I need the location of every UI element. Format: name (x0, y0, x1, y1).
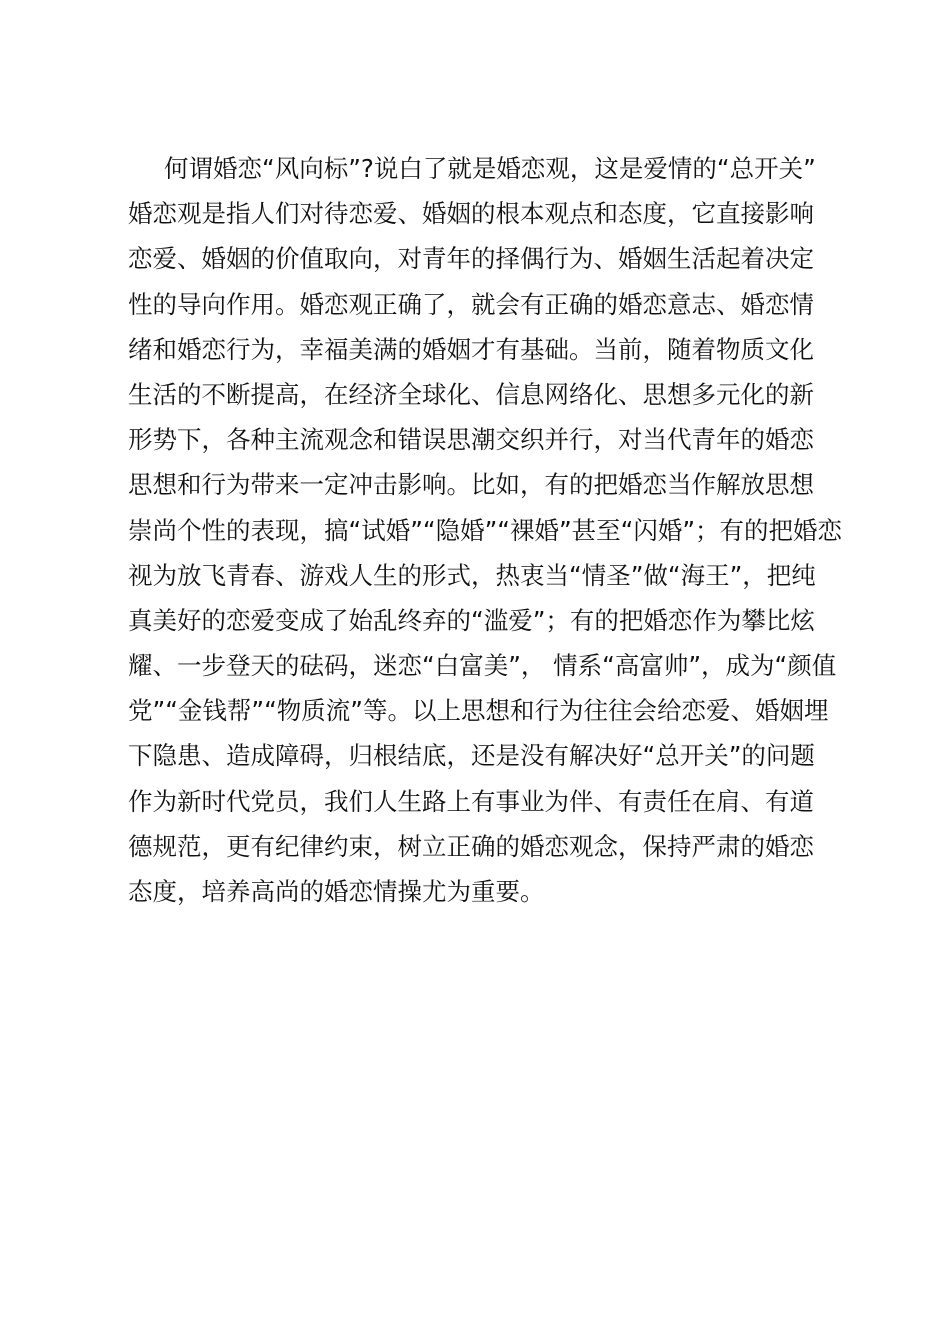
text-line: 党”“金钱帮”“物质流”等。以上思想和行为往往会给恋爱、婚姻埋 (128, 696, 829, 726)
text-line: 生活的不断提高，在经济全球化、信息网络化、思想多元化的新 (128, 379, 814, 409)
text-line: 思想和行为带来一定冲击影响。比如，有的把婚恋当作解放思想 (128, 470, 814, 500)
text-line: 形势下，各种主流观念和错误思潮交织并行，对当代青年的婚恋 (128, 425, 814, 455)
text-line: 何谓婚恋“风向标”?说白了就是婚恋观，这是爱情的“总开关” (164, 154, 816, 183)
text-line: 性的导向作用。婚恋观正确了，就会有正确的婚恋意志、婚恋情 (128, 289, 814, 319)
text-line: 作为新时代党员，我们人生路上有事业为伴、有责任在肩、有道 (128, 786, 814, 816)
text-line: 绪和婚恋行为，幸福美满的婚姻才有基础。当前，随着物质文化 (128, 334, 814, 364)
text-line: 婚恋观是指人们对待恋爱、婚姻的根本观点和态度，它直接影响 (128, 199, 814, 229)
text-line: 德规范，更有纪律约束，树立正确的婚恋观念，保持严肃的婚恋 (128, 831, 814, 861)
text-line: 恋爱、婚姻的价值取向，对青年的择偶行为、婚姻生活起着决定 (128, 244, 814, 274)
text-line: 真美好的恋爱变成了始乱终弃的“滥爱”；有的把婚恋作为攀比炫 (128, 605, 815, 635)
text-line: 耀、一步登天的砝码，迷恋“白富美”， 情系“高富帅”，成为“颜值 (128, 651, 837, 681)
text-line: 态度，培养高尚的婚恋情操尤为重要。 (128, 877, 545, 906)
text-line: 崇尚个性的表现，搞“试婚”“隐婚”“裸婚”甚至“闪婚”；有的把婚恋 (128, 515, 843, 545)
body-paragraph (128, 146, 858, 914)
text-line: 视为放飞青春、游戏人生的形式，热衷当“情圣”做“海王”，把纯 (128, 560, 816, 590)
text-line: 下隐患、造成障碍，归根结底，还是没有解决好“总开关”的问题 (128, 741, 815, 771)
